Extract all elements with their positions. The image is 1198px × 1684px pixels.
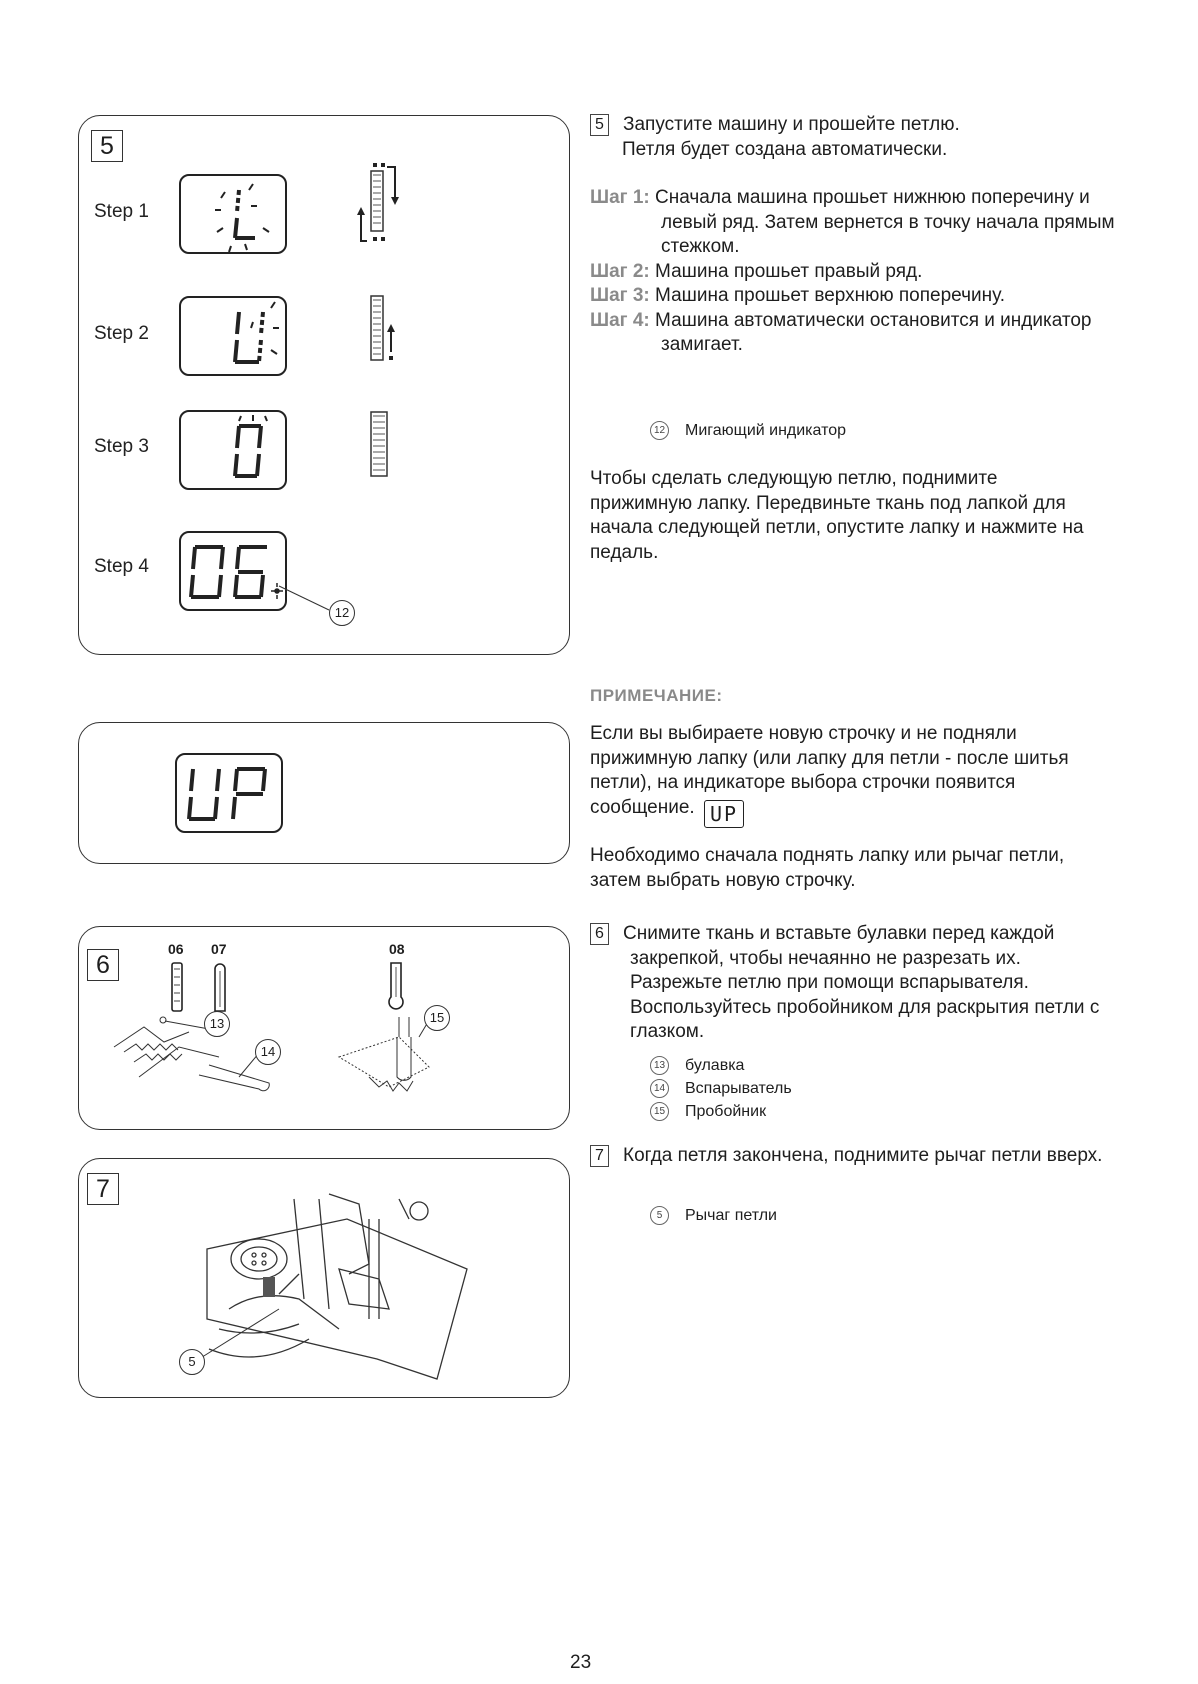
section-7-text: Когда петля закончена, поднимите рычаг петли вверх. [623,1145,1103,1166]
label-07: 07 [211,941,227,957]
section-number-6: 6 [590,923,609,945]
lcd-digit-u-flashing [181,298,289,378]
callout-14: 14 [255,1039,281,1065]
buttonhole-shapes-illustration [79,927,569,1117]
step-2-text: Машина прошьет правый ряд. [655,260,923,282]
panel-number: 6 [87,949,119,981]
legend-15-text: Пробойник [685,1103,767,1120]
legend-14-text: Вспарыватель [685,1080,792,1097]
lcd-digits-06 [181,533,289,613]
callout-15: 15 [424,1005,450,1031]
lcd-digits-up [177,755,285,835]
panel-step-7 [78,1158,570,1398]
lcd-up [175,753,283,833]
step-4-label: Step 4 [94,556,149,577]
legend-15-number: 15 [650,1102,669,1121]
buttonhole-step-2-icon [349,286,419,376]
callout-13: 13 [204,1011,230,1037]
legend-13-text: булавка [685,1057,745,1074]
step-4-item [590,309,1120,358]
next-buttonhole-paragraph: Чтобы сделать следующую петлю, поднимите прижимную лапку. Передвиньте ткань под лапкой для начала следующей петли, опустите лапку и нажмите на педаль. [590,468,1084,563]
legend-12 [650,419,1050,442]
note-text-1: Если вы выбираете новую строчку и не подняли прижимную лапку (или лапку для петли - после шитья петли), на индикаторе выбора строчки появится сообщение. [590,723,1069,818]
step-2-key: Шаг 2: [590,260,650,282]
panel-up-message [78,722,570,864]
legend-14-number: 14 [650,1079,669,1098]
note-up-inline-display: UP [704,800,744,828]
legend-5-text: Рычаг петли [685,1207,777,1224]
legend-12-number: 12 [650,421,669,440]
label-08: 08 [389,941,405,957]
buttonhole-step-3-icon [349,406,419,496]
panel-step-6 [78,926,570,1130]
steps-list [590,186,1120,358]
page-number: 23 [570,1652,592,1673]
panel-step-5 [78,115,570,655]
step-4-key: Шаг 4: [590,309,650,331]
callout-5: 5 [179,1349,205,1375]
legend-13 [650,1054,1050,1077]
label-06: 06 [168,941,184,957]
note-title: ПРИМЕЧАНИЕ: [590,686,723,705]
note-paragraph-2: Необходимо сначала поднять лапку или рычаг петли, затем выбрать новую строчку. [590,845,1065,891]
lcd-step-1 [179,174,287,254]
section-6 [590,922,1110,1045]
section-5-line-1: Запустите машину и прошейте петлю. [623,114,960,135]
step-3-item [590,284,1120,309]
section-5-intro [590,113,1130,162]
step-2-label: Step 2 [94,323,149,344]
panel-number: 7 [87,1173,119,1205]
section-number-7: 7 [590,1145,609,1167]
buttonhole-foot-illustration [79,1159,569,1389]
step-2-item [590,260,1120,285]
section-7 [590,1144,1110,1169]
lcd-digit-0 [181,412,289,492]
legend-15 [650,1100,1050,1123]
step-4-text: Машина автоматически остановится и индикатор замигает. [655,309,1092,355]
legend-14 [650,1077,1050,1100]
step-1-item [590,186,1120,260]
legend-13-number: 13 [650,1056,669,1075]
section-number-5: 5 [590,114,609,136]
legend-12-text: Мигающий индикатор [685,422,847,439]
buttonhole-step-1-icon [349,161,419,251]
section-6-text: Снимите ткань и вставьте булавки перед каждой закрепкой, чтобы нечаянно не разрезать их. Разрежьте петлю при помощи вспарывателя. Воспользуйтесь пробойником для раскрытия петли с глазком. [623,923,1100,1042]
legend-5-number: 5 [650,1206,669,1225]
legend-5 [650,1204,1050,1227]
section-5-line-2: Петля будет создана автоматически. [622,138,948,160]
step-1-text: Сначала машина прошьет нижнюю поперечину и левый ряд. Затем вернется в точку начала прямым стежком. [655,187,1115,257]
panel-number: 5 [91,130,123,162]
note-paragraph-1 [590,722,1070,828]
lcd-step-3 [179,410,287,490]
step-1-label: Step 1 [94,201,149,222]
lcd-digit-l-flashing [181,176,289,256]
step-3-key: Шаг 3: [590,285,650,306]
callout-12: 12 [329,600,355,626]
step-1-key: Шаг 1: [590,187,650,208]
legend-list-6 [650,1054,1050,1123]
step-3-text: Машина прошьет верхнюю поперечину. [655,285,1005,306]
lcd-step-4 [179,531,287,611]
step-3-label: Step 3 [94,436,149,457]
lcd-step-2 [179,296,287,376]
